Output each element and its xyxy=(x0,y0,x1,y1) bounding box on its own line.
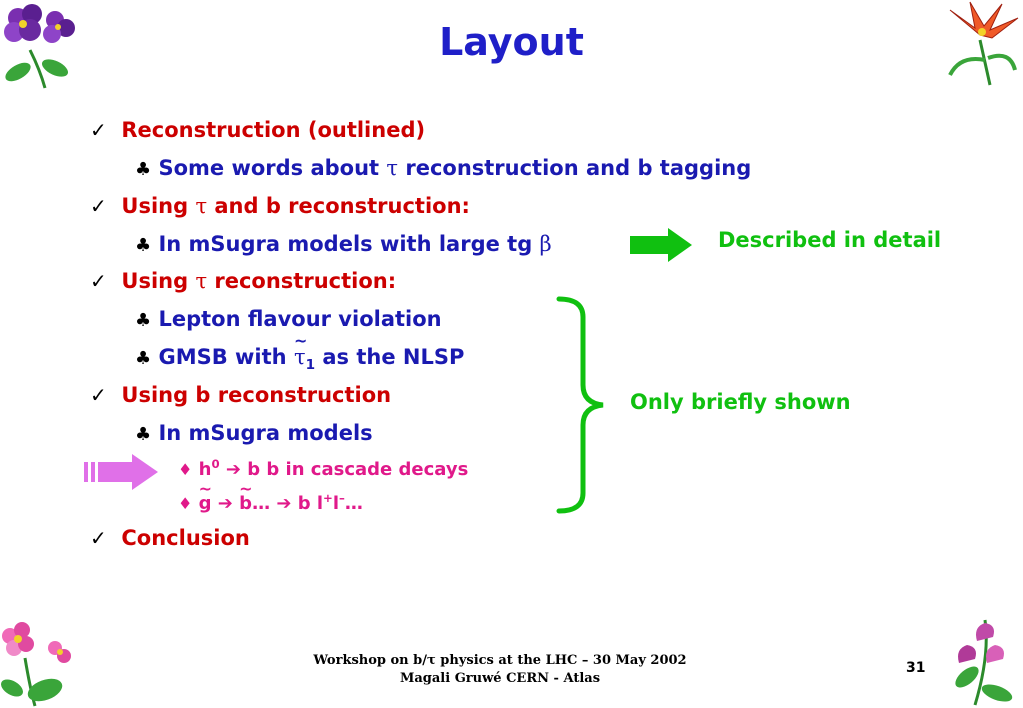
outline-item-tau-only xyxy=(90,269,396,293)
tau-symbol: τ xyxy=(195,194,208,218)
club-bullet-icon: ♣ xyxy=(135,235,152,256)
subscript: 1 xyxy=(305,357,316,374)
outline-item-tau-b xyxy=(90,194,470,218)
subitem-text: In mSugra models xyxy=(158,421,373,445)
check-icon: ✓ xyxy=(90,383,107,407)
item-label: Conclusion xyxy=(121,526,250,550)
outline-item-conclusion xyxy=(90,526,250,550)
tilde-mark: ~ xyxy=(198,479,213,498)
tau-symbol: τ xyxy=(195,269,208,293)
subsub-text: b b in cascade decays xyxy=(240,459,469,480)
arrow-right-icon: ➔ xyxy=(225,459,241,480)
subitem-text: In mSugra models with large tg xyxy=(158,232,540,256)
green-arrow-icon xyxy=(628,226,694,264)
only-briefly-shown-label: Only briefly shown xyxy=(630,390,851,414)
subsub-text: b l xyxy=(291,493,324,514)
item-label: Reconstruction (outlined) xyxy=(121,118,426,142)
l-symbol: l xyxy=(332,493,339,514)
ellipsis: … xyxy=(344,493,363,514)
subitem-text-b: as the NLSP xyxy=(315,345,465,369)
club-bullet-icon: ♣ xyxy=(135,348,152,369)
subitem-text-a: Some words about xyxy=(158,156,387,180)
outline-subsub-gluino xyxy=(178,479,363,514)
subitem-text-b: reconstruction and b tagging xyxy=(398,156,752,180)
club-bullet-icon: ♣ xyxy=(135,310,152,331)
arrow-right-icon: ➔ xyxy=(276,493,292,514)
magenta-arrow-icon xyxy=(84,454,160,490)
outline-subitem-msugra-tgbeta xyxy=(135,232,552,256)
outline-subitem-lfv xyxy=(135,307,442,331)
stau-symbol xyxy=(293,331,308,369)
gluino-symbol xyxy=(198,479,213,514)
item-text-a: Using xyxy=(121,194,196,218)
outline-subsub-h0 xyxy=(178,457,468,480)
subitem-text: Lepton flavour violation xyxy=(158,307,442,331)
superscript-plus: + xyxy=(323,491,333,505)
green-brace-icon xyxy=(555,295,615,517)
arrow-right-icon: ➔ xyxy=(217,493,233,514)
check-icon: ✓ xyxy=(90,118,107,142)
subitem-text-a: GMSB with xyxy=(158,345,294,369)
outline-subitem-gmsb xyxy=(135,331,465,374)
club-bullet-icon: ♣ xyxy=(135,424,152,445)
tau-symbol: τ xyxy=(293,345,306,369)
check-icon: ✓ xyxy=(90,269,107,293)
diamond-bullet-icon: ♦ xyxy=(178,494,193,513)
h-symbol: h xyxy=(198,459,212,480)
sbottom-symbol xyxy=(239,479,253,514)
outline-item-b-reconstruction xyxy=(90,383,391,407)
slide-title: Layout xyxy=(439,20,584,64)
check-icon: ✓ xyxy=(90,194,107,218)
beta-symbol: β xyxy=(539,232,552,256)
item-label: Using b reconstruction xyxy=(121,383,392,407)
violet-flower-icon xyxy=(0,0,80,90)
page-number: 31 xyxy=(906,660,926,676)
tilde-mark: ~ xyxy=(293,331,308,350)
club-bullet-icon: ♣ xyxy=(135,159,152,180)
footer-author: Magali Gruwé CERN - Atlas xyxy=(399,671,601,686)
superscript: 0 xyxy=(211,457,220,471)
outline-subitem-tau-words xyxy=(135,156,751,180)
check-icon: ✓ xyxy=(90,526,107,550)
g-symbol: g xyxy=(198,493,212,514)
ellipsis: … xyxy=(252,493,271,514)
described-in-detail-label: Described in detail xyxy=(718,228,942,252)
b-symbol: b xyxy=(239,493,253,514)
superscript-minus: – xyxy=(339,491,345,505)
tilde-mark: ~ xyxy=(239,479,253,498)
item-text-b: reconstruction: xyxy=(207,269,397,293)
outline-item-reconstruction xyxy=(90,118,425,142)
item-text-a: Using xyxy=(121,269,196,293)
diamond-bullet-icon: ♦ xyxy=(178,460,193,479)
tau-symbol: τ xyxy=(386,156,399,180)
item-text-b: and b reconstruction: xyxy=(207,194,470,218)
footer-workshop: Workshop on b/τ physics at the LHC – 30 May 2002 xyxy=(313,653,687,668)
outline-subitem-msugra xyxy=(135,421,373,445)
lily-flower-icon xyxy=(940,0,1020,90)
